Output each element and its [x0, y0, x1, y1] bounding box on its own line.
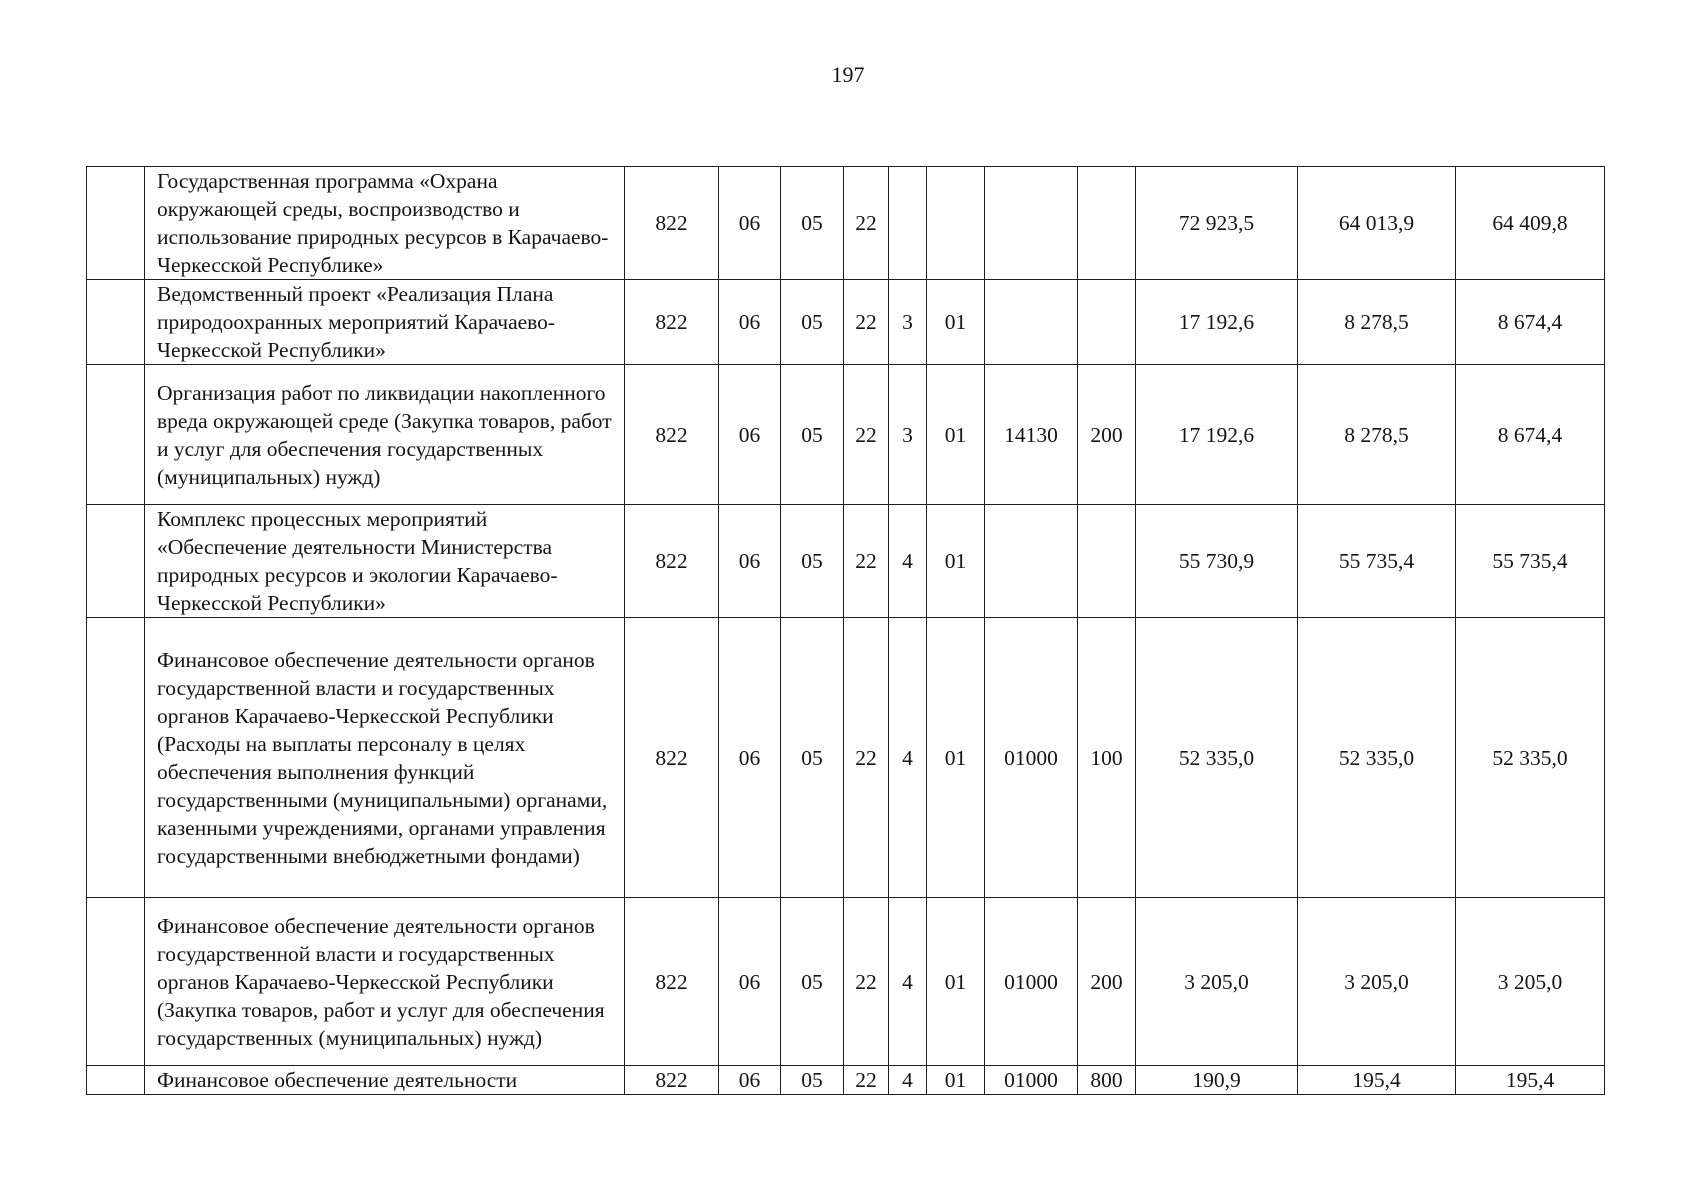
sum-year2-cell: 8 278,5 — [1298, 280, 1456, 365]
row-name: Финансовое обеспечение деятельности органов государственной власти и государственных органов Карачаево-Черкесской Республики (Закупка товаров, работ и услуг для обеспечения государственных (муниципальных) нужд) — [145, 898, 625, 1066]
table-row — [87, 365, 1605, 505]
direction-cell: 01000 — [985, 618, 1078, 898]
sum-year2-cell: 8 278,5 — [1298, 365, 1456, 505]
sum-year2-cell: 52 335,0 — [1298, 618, 1456, 898]
row-index-cell — [87, 167, 145, 280]
program-cell: 22 — [844, 167, 889, 280]
sum-year2-cell: 195,4 — [1298, 1066, 1456, 1095]
pr-cell: 05 — [781, 167, 844, 280]
table-row — [87, 280, 1605, 365]
sum-year1-cell: 52 335,0 — [1136, 618, 1298, 898]
sum-year3-cell: 8 674,4 — [1456, 365, 1605, 505]
sum-year3-cell: 64 409,8 — [1456, 167, 1605, 280]
table-row — [87, 167, 1605, 280]
row-name: Финансовое обеспечение деятельности органов государственной власти и государственных органов Карачаево-Черкесской Республики (Расходы на выплаты персоналу в целях обеспечения выполнения функций государственными (муниципальными) органами, казенными учреждениями, органами управления государственными внебюджетными фондами) — [145, 618, 625, 898]
vr-cell — [1078, 280, 1136, 365]
sum-year3-cell: 55 735,4 — [1456, 505, 1605, 618]
rz-cell: 06 — [719, 898, 781, 1066]
sum-year3-cell: 8 674,4 — [1456, 280, 1605, 365]
row-name: Государственная программа «Охрана окружающей среды, воспроизводство и использование природных ресурсов в Карачаево-Черкесской Республике» — [145, 167, 625, 280]
table-row — [87, 898, 1605, 1066]
grbs-cell: 822 — [625, 280, 719, 365]
pr-cell: 05 — [781, 898, 844, 1066]
rz-cell: 06 — [719, 618, 781, 898]
vr-cell: 800 — [1078, 1066, 1136, 1095]
sum-year1-cell: 17 192,6 — [1136, 365, 1298, 505]
element-cell: 01 — [927, 618, 985, 898]
row-index-cell — [87, 365, 145, 505]
program-cell: 22 — [844, 1066, 889, 1095]
type-cell — [889, 167, 927, 280]
table-row — [87, 618, 1605, 898]
type-cell: 3 — [889, 365, 927, 505]
row-name: Ведомственный проект «Реализация Плана природоохранных мероприятий Карачаево-Черкесской Республики» — [145, 280, 625, 365]
row-index-cell — [87, 898, 145, 1066]
sum-year1-cell: 17 192,6 — [1136, 280, 1298, 365]
row-index-cell — [87, 505, 145, 618]
rz-cell: 06 — [719, 280, 781, 365]
direction-cell — [985, 505, 1078, 618]
direction-cell: 01000 — [985, 898, 1078, 1066]
type-cell: 4 — [889, 898, 927, 1066]
sum-year3-cell: 195,4 — [1456, 1066, 1605, 1095]
grbs-cell: 822 — [625, 167, 719, 280]
direction-cell — [985, 167, 1078, 280]
vr-cell: 100 — [1078, 618, 1136, 898]
sum-year2-cell: 64 013,9 — [1298, 167, 1456, 280]
program-cell: 22 — [844, 365, 889, 505]
program-cell: 22 — [844, 280, 889, 365]
row-name: Комплекс процессных мероприятий «Обеспечение деятельности Министерства природных ресурсов и экологии Карачаево-Черкесской Республики» — [145, 505, 625, 618]
grbs-cell: 822 — [625, 618, 719, 898]
type-cell: 4 — [889, 618, 927, 898]
table-row — [87, 505, 1605, 618]
sum-year1-cell: 3 205,0 — [1136, 898, 1298, 1066]
row-name: Организация работ по ликвидации накопленного вреда окружающей среде (Закупка товаров, работ и услуг для обеспечения государственных (муниципальных) нужд) — [145, 365, 625, 505]
sum-year1-cell: 190,9 — [1136, 1066, 1298, 1095]
pr-cell: 05 — [781, 505, 844, 618]
element-cell: 01 — [927, 280, 985, 365]
element-cell: 01 — [927, 365, 985, 505]
direction-cell: 01000 — [985, 1066, 1078, 1095]
sum-year1-cell: 55 730,9 — [1136, 505, 1298, 618]
type-cell: 4 — [889, 1066, 927, 1095]
page-number: 197 — [831, 62, 865, 87]
vr-cell: 200 — [1078, 898, 1136, 1066]
row-index-cell — [87, 618, 145, 898]
pr-cell: 05 — [781, 365, 844, 505]
element-cell: 01 — [927, 898, 985, 1066]
sum-year2-cell: 55 735,4 — [1298, 505, 1456, 618]
grbs-cell: 822 — [625, 505, 719, 618]
type-cell: 4 — [889, 505, 927, 618]
row-name: Финансовое обеспечение деятельности — [145, 1066, 625, 1095]
sum-year3-cell: 3 205,0 — [1456, 898, 1605, 1066]
grbs-cell: 822 — [625, 1066, 719, 1095]
element-cell: 01 — [927, 1066, 985, 1095]
rz-cell: 06 — [719, 365, 781, 505]
vr-cell — [1078, 167, 1136, 280]
direction-cell — [985, 280, 1078, 365]
type-cell: 3 — [889, 280, 927, 365]
grbs-cell: 822 — [625, 898, 719, 1066]
sum-year1-cell: 72 923,5 — [1136, 167, 1298, 280]
rz-cell: 06 — [719, 505, 781, 618]
program-cell: 22 — [844, 505, 889, 618]
direction-cell: 14130 — [985, 365, 1078, 505]
program-cell: 22 — [844, 898, 889, 1066]
sum-year3-cell: 52 335,0 — [1456, 618, 1605, 898]
budget-table — [86, 166, 1605, 1095]
pr-cell: 05 — [781, 618, 844, 898]
table-row — [87, 1066, 1605, 1095]
pr-cell: 05 — [781, 280, 844, 365]
row-index-cell — [87, 280, 145, 365]
row-index-cell — [87, 1066, 145, 1095]
grbs-cell: 822 — [625, 365, 719, 505]
element-cell — [927, 167, 985, 280]
vr-cell — [1078, 505, 1136, 618]
pr-cell: 05 — [781, 1066, 844, 1095]
vr-cell: 200 — [1078, 365, 1136, 505]
rz-cell: 06 — [719, 1066, 781, 1095]
program-cell: 22 — [844, 618, 889, 898]
sum-year2-cell: 3 205,0 — [1298, 898, 1456, 1066]
element-cell: 01 — [927, 505, 985, 618]
rz-cell: 06 — [719, 167, 781, 280]
